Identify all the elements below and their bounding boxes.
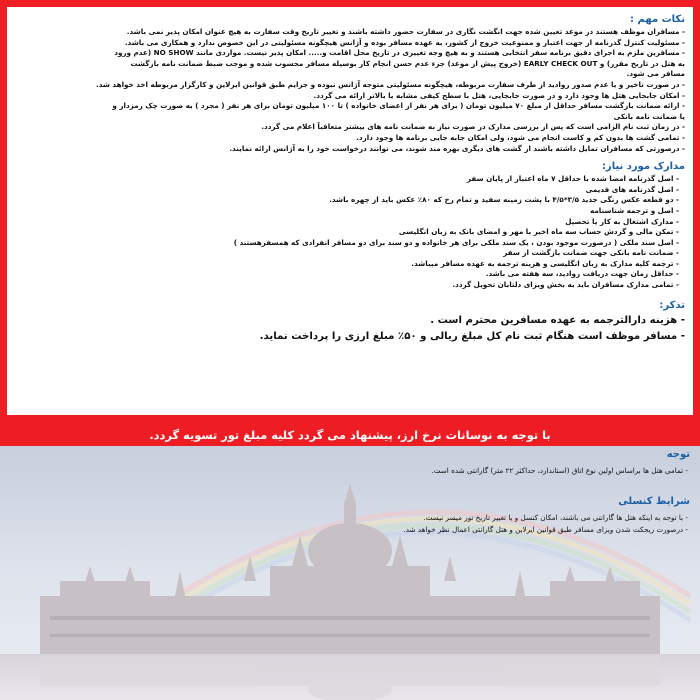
- bottom-panel: [0, 446, 700, 700]
- required-documents-section: [15, 160, 685, 291]
- important-notes-title: نکات مهم :: [630, 14, 685, 25]
- note-line: مسافر می شود.: [626, 69, 685, 79]
- document-line: - مدارک اشتغال به کار یا تحصیل: [565, 216, 679, 226]
- attention-title: توجه: [666, 449, 690, 460]
- cancellation-line: - درصورت ریجکت شدن ویزای مسافر طبق قوانین ایرلاین و هتل گارانتی اعمال نظر خواهد شد.: [403, 525, 688, 534]
- note-line: - مسافرین ملزم به اجرای دقیق برنامه سفر انتخابی هستند و به هیچ وجه تغییری در تاریخ محل اقامت و..... امکان پذیر نیست. مواردی مانند NO SHOW (عدم ورود: [114, 48, 685, 58]
- reminder-line: - مسافر موظف است هنگام ثبت نام کل مبلغ ریالی و ۵۰٪ مبلغ ارزی را پرداخت نماید.: [259, 330, 685, 342]
- cancellation-line: - با توجه به اینکه هتل ها گارانتی می باشند، امکان کنسل و یا تغییر تاریخ تور میسر نیست.: [423, 513, 688, 522]
- reminder-line: - هزینه دارالترجمه به عهده مسافرین محترم است .: [430, 314, 685, 326]
- note-line: - امکان جابجایی هتل ها وجود دارد و در صورت جابجایی، هتل با سطح کیفی مشابه یا بالاتر ارائه می گردد.: [313, 90, 685, 100]
- note-line: - در صورت تاخیر و یا عدم صدور روادید از طرف سفارت مربوطه، هیچگونه مسئولیتی متوجه آژانس نبوده و جرایم طبق قوانین ایرلاین و کارگزار مربوطه اخذ خواهد شد.: [95, 79, 685, 89]
- cancellation-section: [0, 495, 700, 536]
- note-line: - ارائه ضمانت بازگشت مسافر حداقل از مبلغ ۷۰ میلیون تومان ( برای هر نفر از اعضای خانواده ) تا ۱۰۰ میلیون تومان برای هر نفر ( مجرد ) به صورت چک رمزدار و: [112, 101, 685, 111]
- note-line: - درصورتی که مسافران تمایل داشته باشند از گشت های دیگری بهره مند شوند، می توانند درخواست خود را به آژانس ارائه نمایند.: [229, 143, 685, 153]
- document-line: - ضمانت نامه بانکی جهت ضمانت بازگشت از سفر: [503, 248, 679, 258]
- required-documents-list: [15, 174, 685, 291]
- reminder-title: تذکر:: [659, 299, 685, 311]
- info-box: [7, 7, 693, 415]
- bottom-text: [0, 446, 700, 700]
- note-line: یا ضمانت نامه بانکی: [613, 111, 685, 121]
- document-line: - اصل و ترجمه شناسنامه: [589, 205, 679, 215]
- note-line: - در زمان ثبت نام الزامی است که پس از بررسی مدارک در صورت نیاز به ضمانت نامه های بیشتر متعاقباً اعلام می گردد.: [261, 122, 685, 132]
- note-line: - تمامی گشت ها بدون کم و کاست انجام می شود، ولی امکان جابه جایی برنامه ها وجود دارد.: [356, 132, 685, 142]
- note-line: به هتل در تاریخ مقرر) و EARLY CHECK OUT (خروج پیش از موعد) جزء عدم حسن انجام کار بوسیله مسافر محسوب شده و موجب ضبط ضمانت نامه بازگشت: [130, 58, 685, 68]
- document-line: - تمکن مالی و گردش حساب سه ماه اخیر با مهر و امضای بانک به زبان انگلیسی: [398, 227, 679, 237]
- attention-line: - تمامی هتل ها براساس اولین نوع اتاق (استاندارد، حداکثر ۲۲ متر) گارانتی شده است.: [431, 466, 688, 475]
- cancellation-title: شرایط کنسلی: [618, 496, 690, 507]
- document-line: - حداقل زمان جهت دریافت روادید، سه هفته می باشد.: [485, 269, 679, 279]
- note-line: - مسافران موظف هستند در موعد تعیین شده جهت انگشت نگاری در سفارت حضور داشته باشند و تغییر تاریخ وقت سفارت به هیچ عنوان امکان پذیر نمی باشد.: [126, 27, 685, 36]
- document-line: - اصل سند ملکی ( درصورت موجود بودن ، یک سند ملکی برای هر خانواده و دو سند برای دو مسافر انفرادی که همسفرهستند ): [233, 237, 679, 247]
- required-documents-title: مدارک مورد نیاز:: [601, 161, 685, 173]
- note-line: - مسئولیت کنترل گذرنامه از جهت اعتبار و ممنوعیت خروج از کشور، به عهده مسافر بوده و آژانس هیچگونه مسئولیتی در این خصوص ندارد و همکاری می باشد.: [124, 37, 685, 47]
- currency-warning-banner: با توجه به نوسانات نرخ ارز، پیشنهاد می گردد کلیه مبلغ تور تسویه گردد.: [0, 426, 700, 446]
- important-notes-section: [15, 7, 685, 154]
- reminder-section: [15, 299, 685, 345]
- document-line: - دو قطعه عکس رنگی جدید ۳/۵*۴/۵ با پشت زمینه سفید و تمام رخ که ۸۰٪ عکس باید از چهره باشد.: [329, 195, 679, 205]
- attention-section: [0, 446, 700, 477]
- document-line: - اصل گذرنامه امضا شده با حداقل ۷ ماه اعتبار از پایان سفر: [466, 174, 679, 184]
- important-notes-list: [15, 27, 685, 154]
- document-line: - تمامی مدارک مسافران باید به بخش ویزای دلتابان تحویل گردد.: [452, 280, 679, 290]
- reminder-list: [15, 313, 685, 345]
- document-line: - اصل گذرنامه های قدیمی: [585, 184, 679, 194]
- document-line: - ترجمه کلیه مدارک به زبان انگلیسی و هزینه ترجمه به عهده مسافر میباشد.: [411, 258, 679, 268]
